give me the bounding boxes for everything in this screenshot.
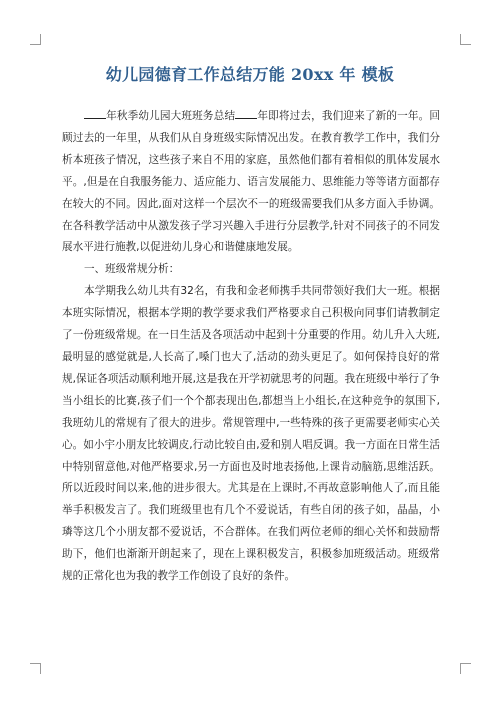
title-suffix: 年 模板: [339, 65, 395, 84]
crop-mark-bottom-right: [460, 663, 471, 674]
title-year: 20xx: [290, 65, 334, 84]
crop-mark-top-left: [30, 34, 41, 45]
document-title: [40, 62, 460, 85]
paragraph-intro: [62, 106, 440, 259]
intro-text-a: 年秋季幼儿园大班班务总结: [106, 110, 236, 122]
crop-mark-top-right: [460, 34, 471, 45]
intro-text-b: 年即将过去，我们迎来了新的一年。回顾过去的一年里，从我们从自身班级实际情况出发。在教育教学工作中，我们分析本班孩子情况，这些孩子来自不用的家庭，虽然他们都有着相似的肌体发展水平。,但是在自我服务能力、适应能力、语言发展能力、思维能力等等诸方面都存在较大的不同。因此,面对这样一个层次不一的班级需要我们从多方面入手协调。在各科教学活动中从激发孩子学习兴趣入手进行分层教学,针对不同孩子的不同发展水平进行施教,以促进幼儿身心和谐健康地发展。: [62, 110, 441, 254]
document-body: [62, 106, 440, 588]
paragraph-class-routine: 本学期我么幼儿共有32名，有我和金老师携手共同带领好我们大一班。根据本班实际情况，根据本学期的教学要求我们严格要求自己积极向同事们请教制定了一份班级常规。在一日生活及各项活动中起到十分重要的作用。幼儿升入大班,最明显的感觉就是,人长高了,嗓门也大了,活动的劲头更足了。如何保持良好的常规,保证各项活动顺利地开展,这是我在开学初就思考的问题。我在班级中举行了争当小组长的比赛,孩子们一个个都表现出色,都想当上小组长,在这种竞争的氛围下,我班幼儿的常规有了很大的进步。常规管理中,一些特殊的孩子更需要老师实心关心。如小宇小朋友比较调皮,行动比较自由,爱和别人唱反调。我一方面在日常生活中特别留意他,对他严格要求,另一方面也及时地表扬他,上课肯动脑筋,思维活跃。所以近段时间以来,他的进步很大。尤其是在上课时,不再故意影响他人了,而且能举手积极发言了。我们班级里也有几个不爱说话，有些自闭的孩子如，晶晶，小璘等这几个小朋友都不爱说话，不合群体。在我们两位老师的细心关怀和鼓励帮助下，他们也渐渐开朗起来了，现在上课积极发言，积极参加班级活动。班级常规的正常化也为我的教学工作创设了良好的条件。: [62, 285, 440, 583]
crop-mark-bottom-left: [30, 663, 41, 674]
blank-underline: [84, 108, 106, 119]
title-prefix: 幼儿园德育工作总结万能: [105, 65, 286, 84]
blank-underline: [235, 108, 257, 119]
section-heading-class-routine: 一、班级常规分析：: [84, 263, 180, 276]
